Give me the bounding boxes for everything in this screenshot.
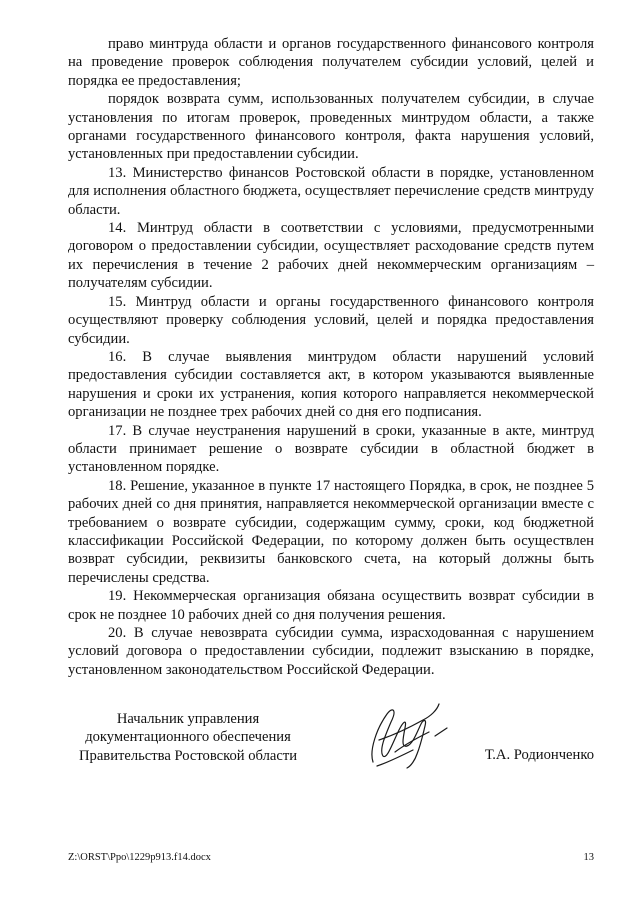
signatory-position [68,710,308,765]
position-line: документационного обеспечения [85,729,291,746]
paragraph-item-19: 19. Некоммерческая организация обязана осуществить возврат субсидии в срок не позднее 10 рабочих дней со дня получения решения. [68,588,594,623]
footer-file-path: Z:\ORST\Ppo\1229p913.f14.docx [68,852,211,863]
signatory-name: Т.А. Родионченко [484,747,594,763]
paragraph-item-14: 14. Минтруд области в соответствии с условиями, предусмотренными договором о предоставлении субсидии, осуществляет расходование средств путем их перечисления в течение 2 рабочих дней некоммерческим организациям – получателям субсидии. [68,220,594,292]
position-line: Правительства Ростовской области [78,747,298,764]
signature-block [68,710,594,790]
paragraph-item-17: 17. В случае неустранения нарушений в сроки, указанные в акте, минтруд области принимает решение о возврате субсидии в областной бюджет в установленном порядке. [68,422,594,476]
paragraph-item-18: 18. Решение, указанное в пункте 17 настоящего Порядка, в срок, не позднее 5 рабочих дней со дня принятия, направляется некоммерческой организации вместе с требованием о возврате субсидии, содержащим сумму, сроки, код бюджетной классификации Российской Федерации, по которому должен быть осуществлен возврат субсидии, реквизиты банковского счета, на который должны быть перечислены средства. [68,477,594,586]
paragraph-item-16: 16. В случае выявления минтрудом области нарушений условий предоставления субсидии составляется акт, в котором указываются выявленные нарушения и сроки их устранения, копия которого направляется некоммерческой организации не позднее трех рабочих дней со дня его подписания. [68,348,594,421]
paragraph-item-15: 15. Минтруд области и органы государственного финансового контроля осуществляют проверку соблюдения условий, целей и порядка предоставления субсидии. [68,293,594,347]
paragraph-item-20: 20. В случае невозврата субсидии сумма, израсходованная с нарушением условий договора о предоставлении субсидии, подлежит взысканию в порядке, установленном законодательством Российской Федерации. [68,625,594,678]
paragraph-return-procedure: порядок возврата сумм, использованных получателем субсидии, в случае установления по итогам проверок, проведенных минтрудом области, а также органами государственного финансового контроля, факта нарушения условий, установленных при предоставлении субсидии. [68,91,594,163]
page-number: 13 [583,852,594,863]
handwritten-signature-icon [343,696,463,776]
position-line: Начальник управления [116,711,260,727]
paragraph-rights-of-control: право минтруда области и органов государственного финансового контроля на проведение проверок соблюдения получателем субсидии условий, целей и порядка ее предоставления; [68,36,594,89]
document-body [68,35,594,679]
paragraph-item-13: 13. Министерство финансов Ростовской области в порядке, установленном для исполнения областного бюджета, осуществляет перечисление средств минтруду области. [68,164,594,218]
